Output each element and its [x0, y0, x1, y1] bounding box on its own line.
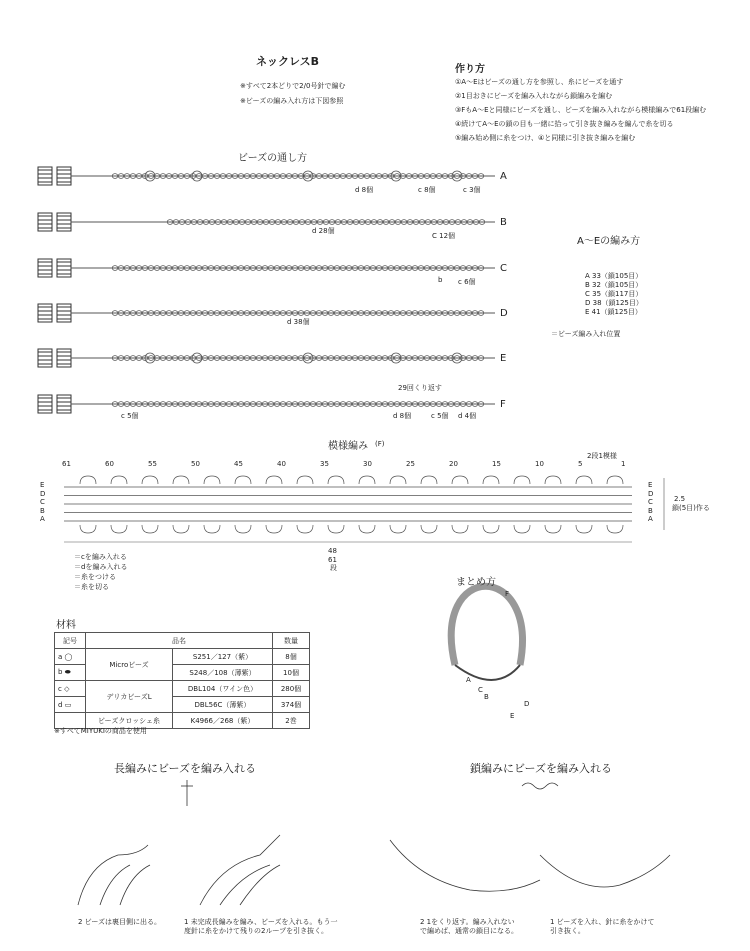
- pattern-legend-3: ＝糸をつける: [74, 573, 116, 581]
- pattern-legend-4: ＝糸を切る: [74, 583, 109, 591]
- long-stitch-cap-2: 2 ビーズは裏目側に出る。: [78, 918, 162, 926]
- method-step: ③FもA〜Eと同様にビーズを通し、ビーズを編み入れながら模様編みで61段編む: [455, 106, 707, 114]
- materials-table: [54, 632, 310, 729]
- pattern-side-1: 2.5: [674, 495, 686, 503]
- cell-code: a ◯: [55, 649, 86, 665]
- note-b-c12: C 12個: [432, 232, 456, 240]
- scallop-loop: [173, 476, 189, 533]
- note-2: ※ビーズの編み入れ方は下図参照: [240, 97, 344, 105]
- row-label-b: B: [500, 217, 507, 228]
- pattern-legend-2: ＝dを編み入れる: [74, 563, 128, 571]
- scallop-loop: [266, 476, 282, 533]
- chain-strands: [455, 665, 520, 680]
- note-1: ※すべて2本どりで2/0号針で編む: [240, 82, 346, 90]
- scallop-loop: [514, 476, 530, 533]
- pattern-row-number: 50: [191, 460, 200, 468]
- pattern-row-number: 61: [62, 460, 71, 468]
- method-steps: [455, 78, 706, 148]
- cell-qty: 2巻: [273, 713, 310, 729]
- pattern-row-number: 30: [363, 460, 372, 468]
- scallop-loop: [452, 476, 468, 533]
- chain-line: A 33（鎖105目）: [585, 272, 643, 280]
- pattern-side-2: 鎖(5目)作る: [672, 504, 710, 512]
- pattern-row-number: 55: [148, 460, 157, 468]
- pattern-row-number: 15: [492, 460, 501, 468]
- row-label-a: A: [500, 171, 507, 182]
- scallop-loop: [297, 476, 313, 533]
- col-code: 記号: [55, 633, 86, 649]
- assembly-label-c: C: [478, 686, 483, 694]
- cell-code: d ▭: [55, 697, 86, 713]
- scallop-loop: [111, 476, 127, 533]
- scallop-loop: [483, 476, 499, 533]
- long-stitch-illustration: [78, 845, 150, 905]
- oval-bead-icon: ⬬: [64, 668, 71, 676]
- col-name: 品名: [86, 633, 273, 649]
- pattern-row-number: 25: [406, 460, 415, 468]
- pattern-row-label: C: [40, 498, 45, 506]
- cell-item: K4966／268（紫）: [173, 713, 273, 729]
- assembly-label-a: A: [466, 676, 471, 684]
- note-c-b: b: [438, 276, 443, 284]
- assembly-label-d: D: [524, 700, 530, 708]
- pattern-heading: 模様編み: [328, 441, 368, 452]
- scallop-loop: [421, 476, 437, 533]
- materials-note: ※すべてMIYUKIの商品を使用: [54, 727, 147, 735]
- scallop-loop: [359, 476, 375, 533]
- table-row: [55, 649, 310, 665]
- cell-qty: 374個: [273, 697, 310, 713]
- note-f-repeat: 29回くり返す: [398, 384, 442, 392]
- pattern-row-label: B: [40, 506, 45, 515]
- cell-qty: 280個: [273, 681, 310, 697]
- method-step: ②1目おきにビーズを編み入れながら鎖編みを編む: [455, 92, 613, 100]
- pattern-total-rows: 61: [328, 556, 337, 564]
- cell-item: DBL56C（薄紫）: [173, 697, 273, 713]
- pattern-row-label: E: [40, 481, 45, 489]
- note-c-c6: c 6個: [458, 278, 476, 286]
- scallop-loop: [607, 476, 623, 533]
- cell-code: b ⬬: [55, 665, 86, 681]
- method-heading: 作り方: [455, 64, 485, 75]
- pattern-row-number: 1: [621, 460, 626, 468]
- note-a-c8: c 8個: [418, 186, 436, 194]
- chain-stitch-heading: 鎖編みにビーズを編み入れる: [470, 762, 613, 775]
- pattern-row-label: D: [40, 489, 46, 498]
- pattern-row-number: 60: [105, 460, 114, 468]
- necklace-loop: [451, 586, 522, 665]
- cell-item: S251／127（紫）: [173, 649, 273, 665]
- table-row: [55, 681, 310, 697]
- chain-stitch-illustration: [390, 840, 540, 891]
- scallop-loop: [142, 476, 158, 533]
- pattern-row-labels-left: [40, 481, 45, 524]
- chain-line: E 41（鎖125目）: [585, 308, 642, 316]
- tube-bead-icon: ▭: [64, 700, 72, 709]
- note-d-d38: d 38個: [287, 318, 310, 326]
- pattern-row-labels-right: [648, 481, 653, 524]
- assembly-label-e: E: [510, 712, 515, 720]
- long-stitch-illustration: [200, 835, 280, 905]
- materials-heading: 材料: [56, 620, 76, 631]
- row-label-f: F: [500, 399, 506, 410]
- scallop-loop: [545, 476, 561, 533]
- cell-item: S248／108（薄紫）: [173, 665, 273, 681]
- cell-group: デリカビーズL: [86, 681, 173, 713]
- pattern-row-label: A: [40, 515, 45, 523]
- note-a-c3: c 3個: [463, 186, 481, 194]
- cell-qty: 8個: [273, 649, 310, 665]
- row-label-e: E: [500, 353, 507, 364]
- pattern-row-number: 5: [578, 460, 583, 468]
- pattern-total-cm: 48: [328, 547, 337, 555]
- pattern-row-label: D: [648, 489, 654, 498]
- pattern-row-label: B: [648, 506, 653, 515]
- method-step: ⑤編み始め側に糸をつけ、④と同様に引き抜き編みを編む: [455, 134, 636, 142]
- pattern-legend-1: ＝cを編み入れる: [74, 553, 127, 561]
- note-f-c5a: c 5個: [121, 412, 139, 420]
- table-header-row: [55, 633, 310, 649]
- cell-code: c ◇: [55, 681, 86, 697]
- note-f-d8: d 8個: [393, 412, 412, 420]
- pattern-row-number: 35: [320, 460, 329, 468]
- page-title: ネックレスB: [256, 55, 320, 68]
- diamond-bead-icon: ◇: [64, 684, 70, 693]
- chain-legend: ＝ビーズ編み入れ位置: [551, 330, 621, 338]
- round-bead-icon: ◯: [64, 652, 73, 661]
- row-label-c: C: [500, 263, 507, 274]
- scallop-loop: [390, 476, 406, 533]
- assembly-label-b: B: [484, 693, 489, 701]
- scallop-loop: [235, 476, 251, 533]
- chain-line: D 38（鎖125目）: [585, 299, 643, 307]
- pattern-repeat-note: 2段1模様: [587, 452, 617, 460]
- scallop-loop: [328, 476, 344, 533]
- scallop-loop: [204, 476, 220, 533]
- pattern-row-number: 45: [234, 460, 243, 468]
- note-a-d8: d 8個: [355, 186, 374, 194]
- threading-heading: ビーズの通し方: [238, 153, 308, 164]
- cell-qty: 10個: [273, 665, 310, 681]
- chain-line: B 32（鎖105目）: [585, 281, 643, 289]
- pattern-row-label: A: [648, 515, 653, 523]
- pattern-row-number: 20: [449, 460, 458, 468]
- row-label-d: D: [500, 308, 508, 319]
- long-stitch-cap-1: 1 未完成長編みを編み、ビーズを入れる。もう一度針に糸をかけて残りの2ループを引き抜く。: [184, 918, 338, 935]
- pattern-sub: (F): [375, 440, 385, 448]
- note-f-c5b: c 5個: [431, 412, 449, 420]
- chain-method-heading: A〜Eの編み方: [577, 236, 641, 247]
- pattern-row-label: E: [648, 481, 653, 489]
- cell-group: ビーズクロッシェ糸: [86, 713, 173, 729]
- chain-stitch-cap-1: 1 ビーズを入れ、針に糸をかけて引き抜く。: [550, 918, 655, 935]
- pattern-rows-unit: 段: [330, 564, 337, 572]
- col-qty: 数量: [273, 633, 310, 649]
- method-step: ①A〜Eはビーズの通し方を参照し、糸にビーズを通す: [455, 78, 624, 86]
- pattern-row-number: 40: [277, 460, 286, 468]
- pattern-row-label: C: [648, 498, 653, 506]
- cell-item: DBL104（ワイン色）: [173, 681, 273, 697]
- chain-stitch-cap-2: 2 1をくり返す。編み入れないで編めば、通常の鎖目になる。: [420, 918, 518, 935]
- method-step: ④続けてA〜Eの鎖の目も一緒に拾って引き抜き編みを編んで糸を切る: [455, 120, 674, 128]
- scallop-loop: [576, 476, 592, 533]
- note-f-d4: d 4個: [458, 412, 477, 420]
- chain-line: C 35（鎖117目）: [585, 290, 643, 298]
- assembly-label-f: F: [505, 590, 510, 598]
- chain-bead-symbol-icon: [522, 783, 558, 789]
- cell-group: Microビーズ: [86, 649, 173, 681]
- long-stitch-heading: 長編みにビーズを編み入れる: [114, 762, 257, 775]
- assembly-heading: まとめ方: [456, 577, 496, 588]
- scallop-loop: [80, 476, 96, 533]
- note-b-d28: d 28個: [312, 227, 335, 235]
- pattern-row-number: 10: [535, 460, 544, 468]
- chain-stitch-illustration: [540, 855, 670, 887]
